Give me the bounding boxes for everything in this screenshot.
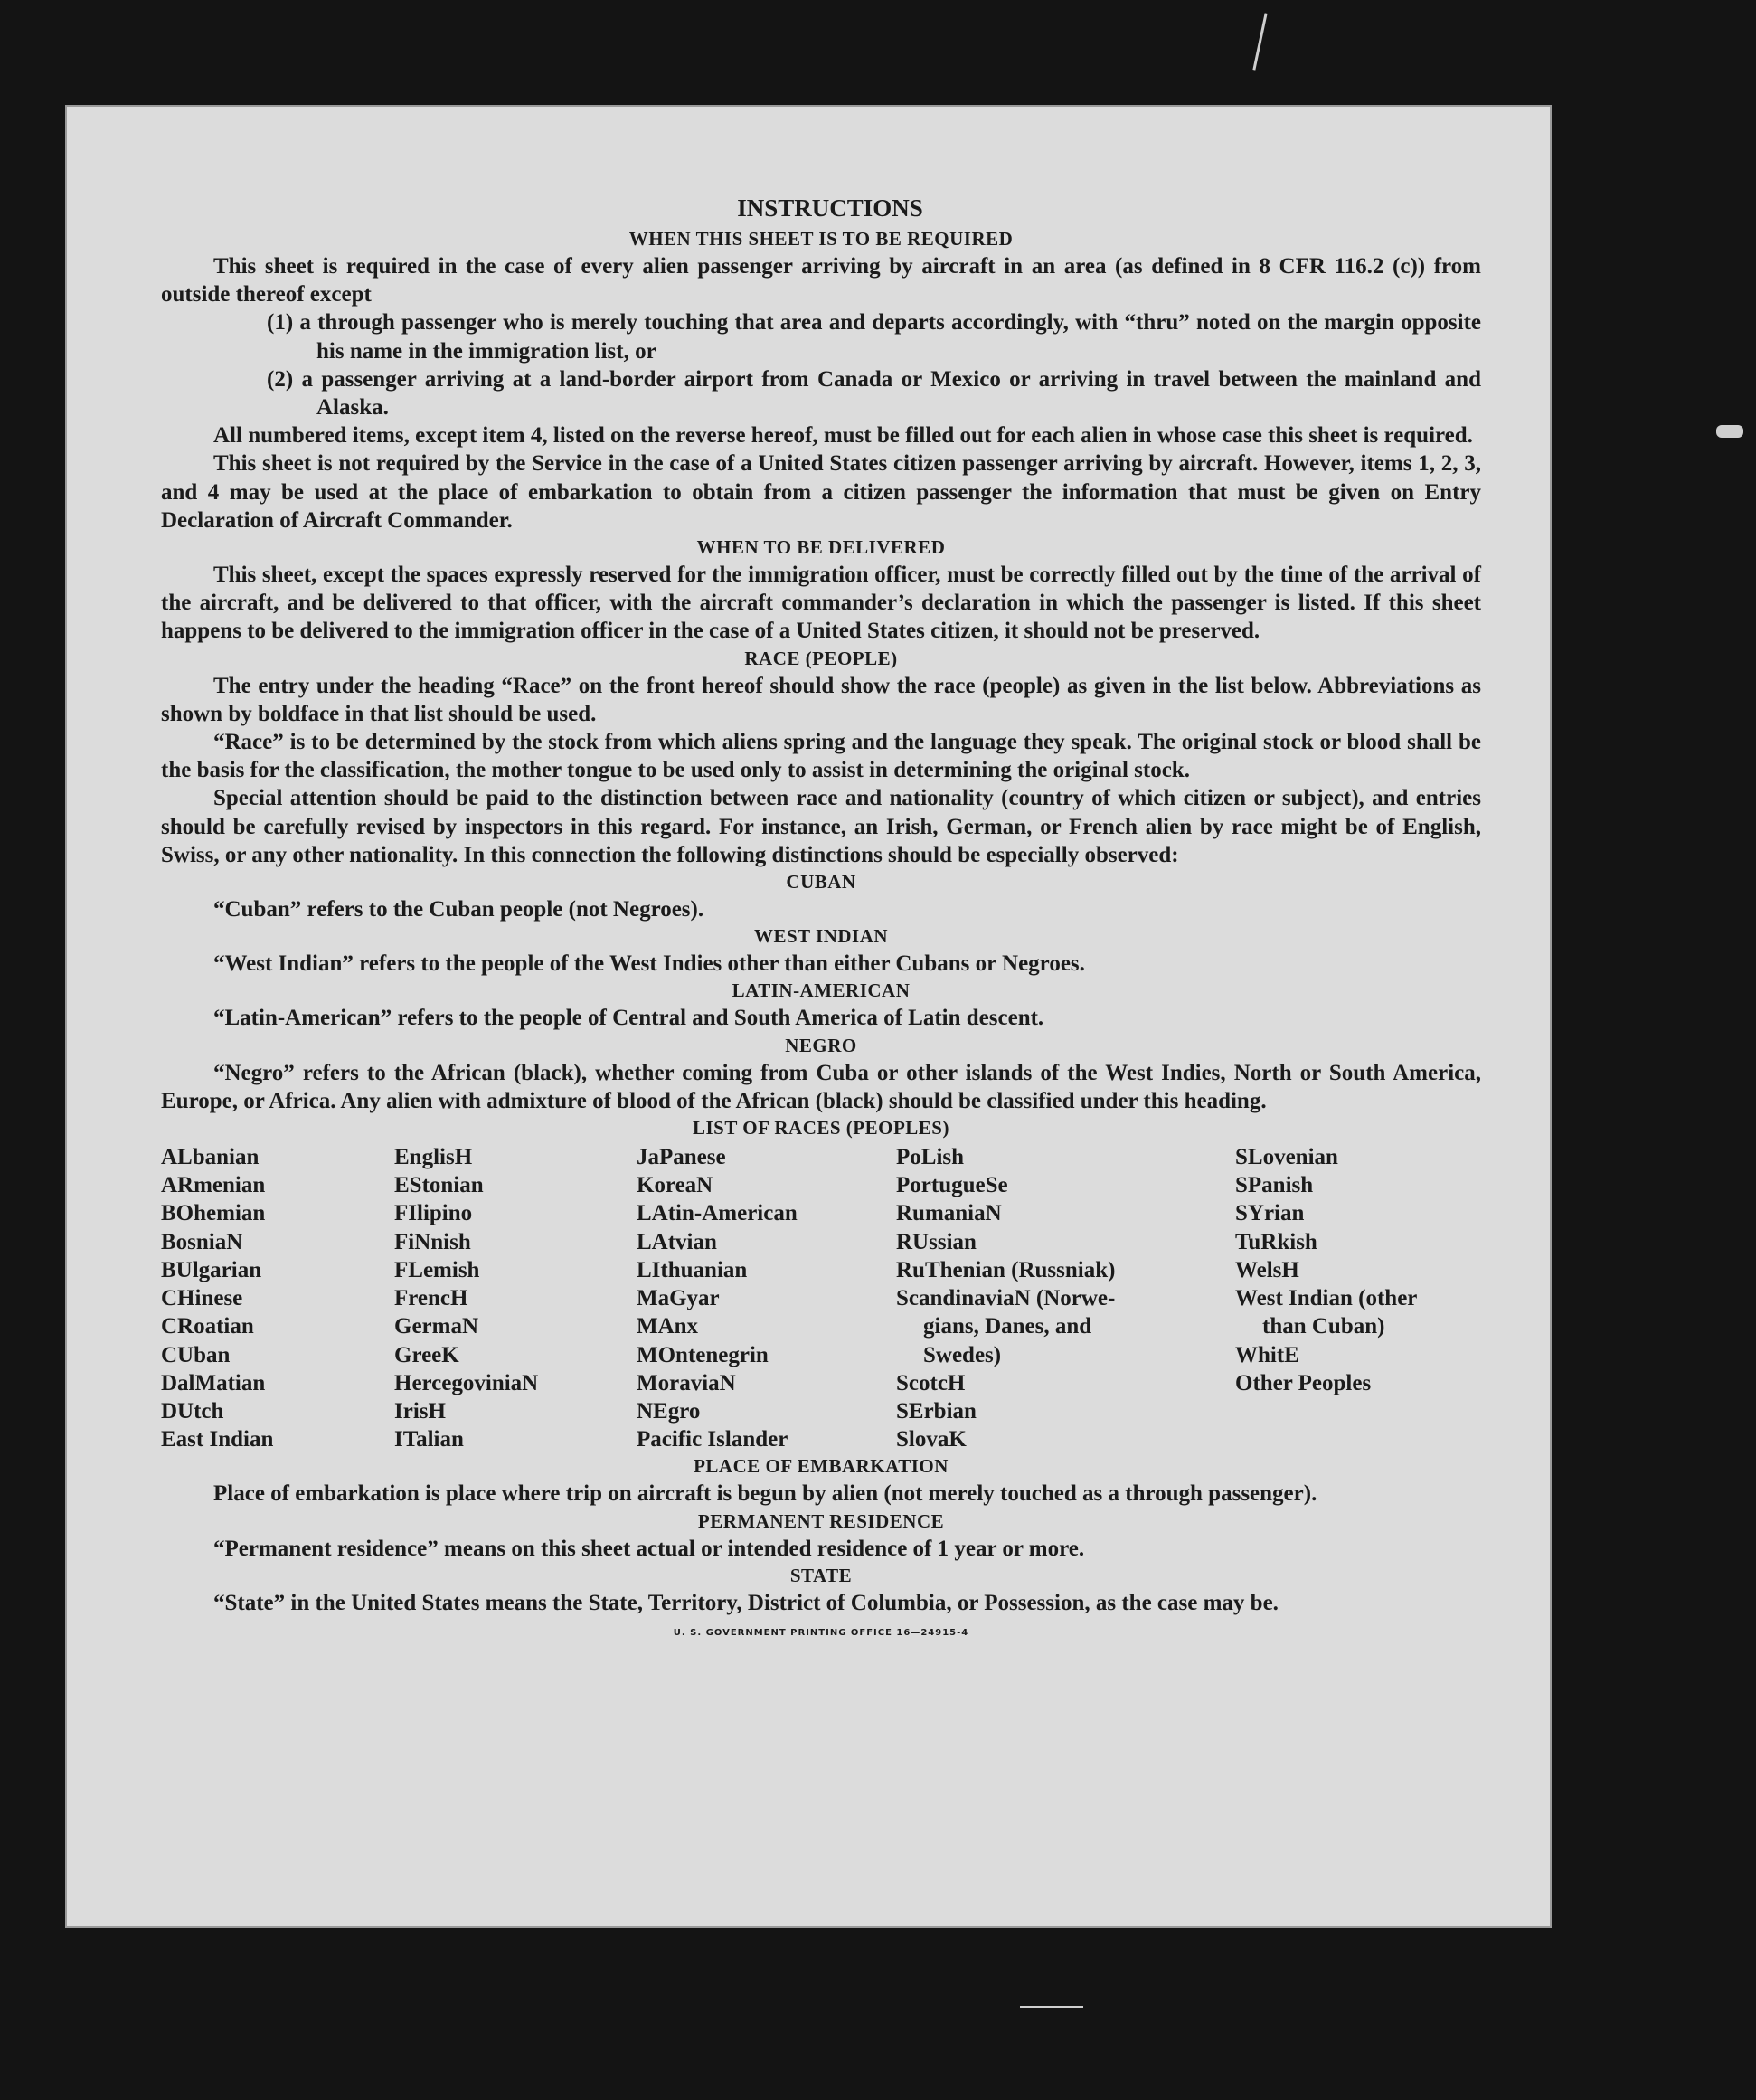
para-west-indian: “West Indian” refers to the people of the West Indies other than either Cubans or Negroes.	[213, 951, 1085, 977]
race-item: LAtvian	[637, 1229, 717, 1254]
race-item: SlovaK	[896, 1427, 967, 1452]
race-item: MAnx	[637, 1314, 699, 1339]
races-column-4	[896, 1143, 1235, 1453]
race-item: FiNnish	[394, 1229, 471, 1254]
para-cuban: “Cuban” refers to the Cuban people (not Negroes).	[213, 897, 704, 922]
race-item: Pacific Islander	[637, 1427, 788, 1452]
race-item: ScotcH	[896, 1370, 966, 1395]
para-state: “State” in the United States means the State, Territory, District of Columbia, or Possession, as the case may be.	[213, 1590, 1279, 1615]
race-item: MOntenegrin	[637, 1342, 769, 1367]
race-item: SYrian	[1235, 1201, 1305, 1226]
para-permanent-residence: “Permanent residence” means on this sheet actual or intended residence of 1 year or more.	[213, 1536, 1085, 1561]
race-item: BosniaN	[161, 1229, 243, 1254]
list-item-2: (2) a passenger arriving at a land-border airport from Canada or Mexico or arriving in travel between the mainland and Alaska.	[267, 366, 1481, 421]
heading-negro: NEGRO	[785, 1034, 857, 1056]
heading-delivered: WHEN TO BE DELIVERED	[696, 536, 946, 559]
races-list	[161, 1143, 1481, 1453]
race-item: TuRkish	[1235, 1229, 1317, 1254]
race-item: CRoatian	[161, 1314, 254, 1339]
para-citizen: This sheet is not required by the Service in the case of a United States citizen passenger arriving by aircraft. However, items 1, 2, 3, and 4 may be used at the place of embarkation to obtain from a citizen passenger the information that must be given on Entry Declaration of Aircraft Commander.	[161, 451, 1481, 533]
race-item: FrencH	[394, 1286, 468, 1311]
scan-mark	[1252, 13, 1267, 70]
heading-required: WHEN THIS SHEET IS TO BE REQUIRED	[628, 228, 1014, 250]
heading-races-list: LIST OF RACES (PEOPLES)	[693, 1117, 949, 1140]
race-item: East Indian	[161, 1427, 274, 1452]
race-item: JaPanese	[637, 1145, 726, 1170]
race-item: SErbian	[896, 1398, 977, 1424]
heading-west-indian: WEST INDIAN	[753, 925, 889, 948]
para-delivered: This sheet, except the spaces expressly reserved for the immigration officer, must be correctly filled out by the time of the arrival of the aircraft, and be delivered to that officer, with the aircraft commander’s declaration in which the passenger is listed. If this sheet happens to be delivered to the immigration officer in the case of a United States citizen, it should not be preserved.	[161, 563, 1481, 644]
race-item: ARmenian	[161, 1173, 266, 1198]
race-item: IrisH	[394, 1398, 446, 1424]
race-item: CHinese	[161, 1286, 243, 1311]
race-item: Swedes)	[923, 1342, 1002, 1367]
instructions-body	[161, 190, 1481, 1638]
race-item: CUban	[161, 1342, 231, 1367]
race-item: BOhemian	[161, 1201, 266, 1226]
para-negro: “Negro” refers to the African (black), whether coming from Cuba or other islands of the West Indies, North or South America, Europe, or Africa. Any alien with admixture of blood of the African (black) should be classified under this heading.	[161, 1060, 1481, 1113]
race-item: RUssian	[896, 1229, 977, 1254]
race-item: GermaN	[394, 1314, 479, 1339]
race-item: than Cuban)	[1262, 1314, 1385, 1339]
race-item: DUtch	[161, 1398, 224, 1424]
races-column-1	[161, 1143, 394, 1453]
race-item: KoreaN	[637, 1173, 713, 1198]
race-item: BUlgarian	[161, 1257, 262, 1282]
race-item: LIthuanian	[637, 1257, 748, 1282]
race-item: ITalian	[394, 1427, 464, 1452]
race-item: MaGyar	[637, 1286, 720, 1311]
race-item: ALbanian	[161, 1145, 260, 1170]
para-numbered-items: All numbered items, except item 4, listed on the reverse hereof, must be filled out for each alien in whose case this sheet is required.	[213, 423, 1473, 449]
race-item: HercegoviniaN	[394, 1370, 539, 1395]
scan-mark	[1020, 2006, 1083, 2008]
page-title: INSTRUCTIONS	[737, 194, 923, 222]
race-item: WhitE	[1235, 1342, 1299, 1367]
heading-state: STATE	[789, 1564, 853, 1586]
para-latin-american: “Latin-American” refers to the people of Central and South America of Latin descent.	[213, 1006, 1044, 1031]
race-item: FLemish	[394, 1257, 480, 1282]
heading-latin-american: LATIN-AMERICAN	[732, 979, 911, 1002]
heading-race: RACE (PEOPLE)	[744, 647, 898, 669]
race-item: SPanish	[1235, 1173, 1314, 1198]
race-item: SLovenian	[1235, 1145, 1338, 1170]
races-column-3	[637, 1143, 896, 1453]
para-embarkation: Place of embarkation is place where trip on aircraft is begun by alien (not merely touched as a through passenger).	[213, 1481, 1317, 1507]
race-item: WelsH	[1235, 1257, 1299, 1282]
race-item: LAtin-American	[637, 1201, 798, 1226]
race-item: NEgro	[637, 1398, 701, 1424]
race-item: FIlipino	[394, 1201, 473, 1226]
race-item: ScandinaviaN (Norwe-	[896, 1286, 1116, 1311]
race-item: GreeK	[394, 1342, 459, 1367]
printing-office-footer: U. S. GOVERNMENT PRINTING OFFICE 16—24915-4	[673, 1627, 969, 1638]
race-item: West Indian (other	[1235, 1286, 1418, 1311]
race-item: gians, Danes, and	[923, 1314, 1092, 1339]
document-page	[65, 105, 1552, 1928]
race-item: PoLish	[896, 1145, 965, 1170]
race-item: EStonian	[394, 1173, 484, 1198]
race-item: EnglisH	[394, 1145, 473, 1170]
race-item: RuThenian (Russniak)	[896, 1257, 1116, 1282]
races-column-5	[1235, 1143, 1481, 1453]
race-item: DalMatian	[161, 1370, 266, 1395]
heading-permanent-residence: PERMANENT RESIDENCE	[697, 1509, 945, 1532]
races-column-2	[394, 1143, 637, 1453]
race-item: RumaniaN	[896, 1201, 1002, 1226]
para-race-1: The entry under the heading “Race” on the front hereof should show the race (people) as given in the list below. Abbreviations as shown by boldface in that list should be used.	[161, 673, 1481, 726]
heading-cuban: CUBAN	[786, 871, 856, 894]
para-race-3: Special attention should be paid to the distinction between race and nationality (country of which citizen or subject), and entries should be carefully revised by inspectors in this regard. For instance, an Irish, German, or French alien by race might be of English, Swiss, or any other nationality. In this connection the following distinctions should be especially observed:	[161, 786, 1481, 867]
para-race-2: “Race” is to be determined by the stock from which aliens spring and the language they speak. The original stock or blood shall be the basis for the classification, the mother tongue to be used only to assist in determining the original stock.	[161, 730, 1481, 783]
scan-mark	[1716, 425, 1743, 438]
para-required-intro: This sheet is required in the case of every alien passenger arriving by aircraft in an area (as defined in 8 CFR 116.2 (c)) from outside thereof except	[161, 254, 1481, 307]
race-item: PortugueSe	[896, 1173, 1008, 1198]
heading-embarkation: PLACE OF EMBARKATION	[694, 1455, 949, 1478]
list-item-1: (1) a through passenger who is merely touching that area and departs accordingly, with “thru” noted on the margin opposite his name in the immigration list, or	[267, 310, 1481, 364]
race-item: Other Peoples	[1235, 1370, 1372, 1395]
race-item: MoraviaN	[637, 1370, 736, 1395]
